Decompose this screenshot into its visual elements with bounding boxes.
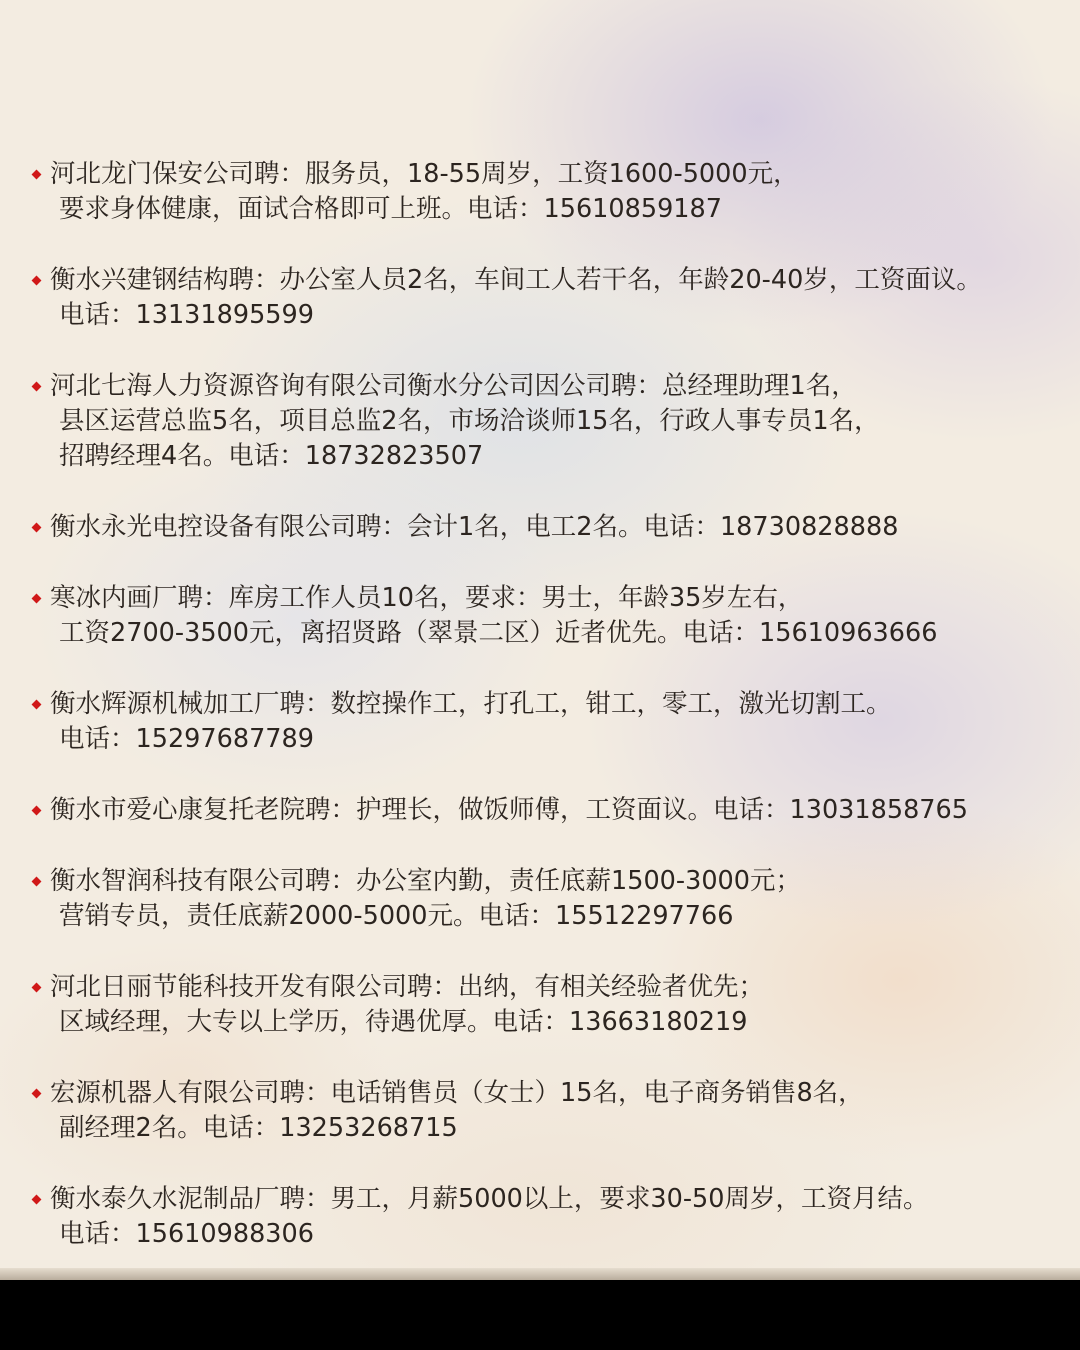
diamond-bullet-icon	[32, 806, 42, 816]
listing-line: 招聘经理4名。电话：18732823507	[59, 441, 484, 471]
diamond-bullet-icon	[32, 1195, 42, 1205]
listing-headline: 衡水智润科技有限公司聘：办公室内勤，责任底薪1500-3000元；	[50, 866, 801, 896]
listing-line: 县区运营总监5名，项目总监2名，市场洽谈师15名，行政人事专员1名，	[59, 406, 880, 436]
listing-line: 工资2700-3500元，离招贤路（翠景二区）近者优先。电话：15610963666	[59, 618, 938, 648]
job-listing-2	[30, 263, 1060, 333]
paper-bottom-edge	[0, 1268, 1080, 1280]
listing-headline: 宏源机器人有限公司聘：电话销售员（女士）15名，电子商务销售8名，	[50, 1078, 864, 1108]
listing-line: 电话：15610988306	[59, 1219, 314, 1249]
diamond-bullet-icon	[32, 700, 42, 710]
diamond-bullet-icon	[32, 594, 42, 604]
diamond-bullet-icon	[32, 170, 42, 180]
listing-headline: 河北日丽节能科技开发有限公司聘：出纳，有相关经验者优先；	[50, 972, 765, 1002]
listing-line: 副经理2名。电话：13253268715	[59, 1113, 458, 1143]
listing-headline: 衡水市爱心康复托老院聘：护理长，做饭师傅，工资面议。电话：13031858765	[50, 795, 968, 825]
job-listing-11	[30, 1182, 1060, 1252]
listing-headline: 河北龙门保安公司聘：服务员，18-55周岁，工资1600-5000元，	[50, 159, 799, 189]
job-listing-list	[30, 157, 1060, 1280]
job-listing-4	[30, 510, 1060, 545]
job-listing-7	[30, 793, 1060, 828]
job-listing-10	[30, 1076, 1060, 1146]
job-listing-3	[30, 369, 1060, 474]
listing-headline: 衡水辉源机械加工厂聘：数控操作工，打孔工，钳工，零工，激光切割工。	[50, 689, 892, 719]
listing-headline: 衡水兴建钢结构聘：办公室人员2名，车间工人若干名，年龄20-40岁，工资面议。	[50, 265, 982, 295]
job-listing-1	[30, 157, 1060, 227]
listing-headline: 衡水永光电控设备有限公司聘：会计1名，电工2名。电话：18730828888	[50, 512, 899, 542]
listing-headline: 寒冰内画厂聘：库房工作人员10名，要求：男士，年龄35岁左右，	[50, 583, 804, 613]
job-listing-8	[30, 864, 1060, 934]
listing-line: 营销专员，责任底薪2000-5000元。电话：15512297766	[59, 901, 734, 931]
listing-line: 区域经理，大专以上学历，待遇优厚。电话：13663180219	[59, 1007, 748, 1037]
diamond-bullet-icon	[32, 877, 42, 887]
diamond-bullet-icon	[32, 983, 42, 993]
job-listing-9	[30, 970, 1060, 1040]
diamond-bullet-icon	[32, 276, 42, 286]
listing-headline: 河北七海人力资源咨询有限公司衡水分公司因公司聘：总经理助理1名，	[50, 371, 857, 401]
listing-line: 电话：13131895599	[59, 300, 314, 330]
listing-line: 电话：15297687789	[59, 724, 314, 754]
bottom-black-bar	[0, 1280, 1080, 1350]
diamond-bullet-icon	[32, 1089, 42, 1099]
listing-headline: 衡水泰久水泥制品厂聘：男工，月薪5000以上，要求30-50周岁，工资月结。	[50, 1184, 929, 1214]
diamond-bullet-icon	[32, 523, 42, 533]
diamond-bullet-icon	[32, 382, 42, 392]
job-listing-6	[30, 687, 1060, 757]
listing-line: 要求身体健康，面试合格即可上班。电话：15610859187	[59, 194, 722, 224]
job-listing-5	[30, 581, 1060, 651]
